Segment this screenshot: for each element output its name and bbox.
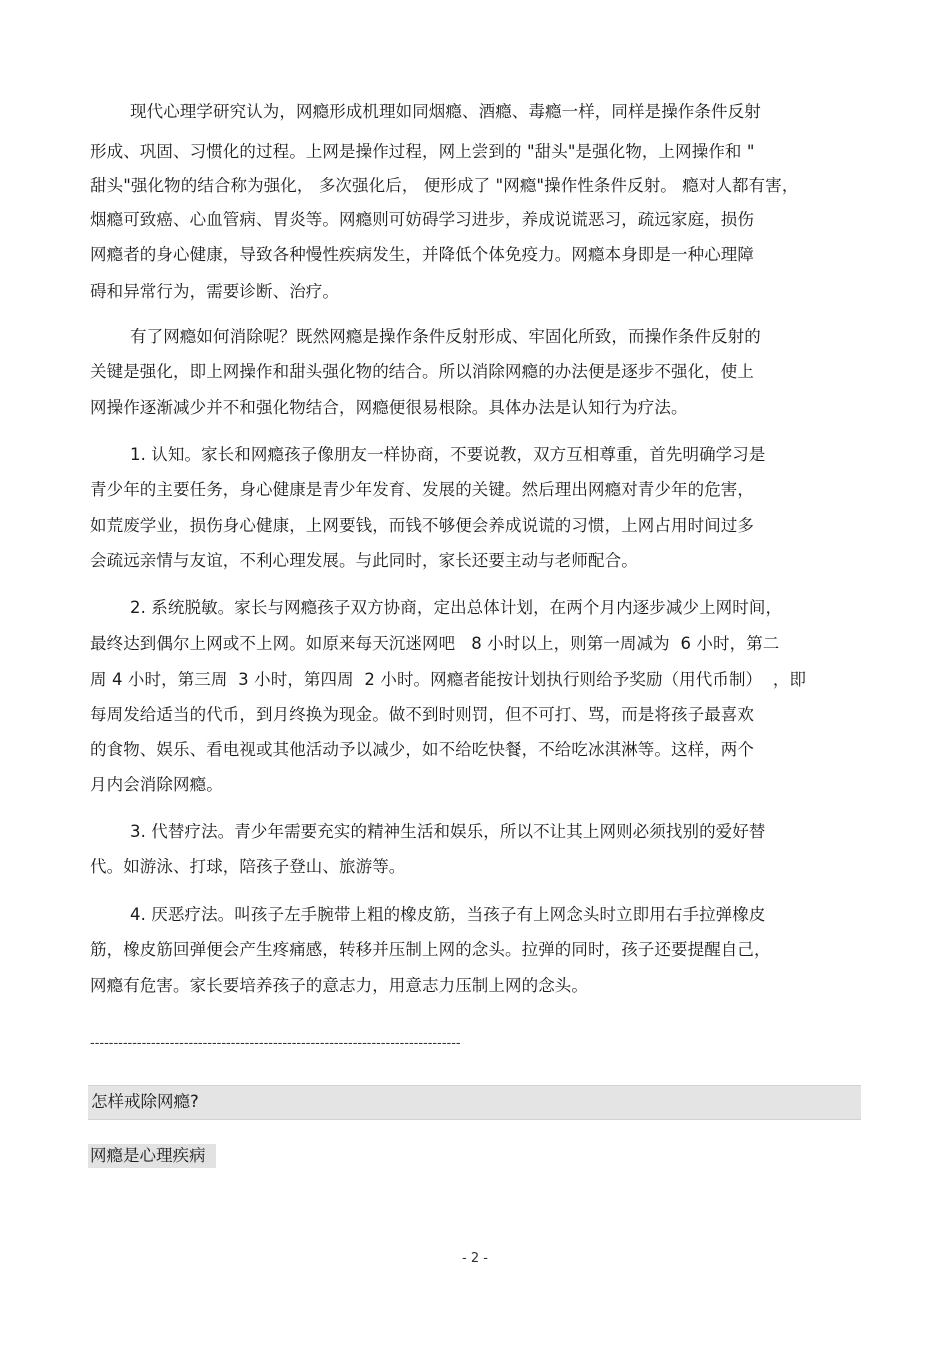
section-heading-bar xyxy=(88,1085,861,1120)
text-line: 如荒废学业，损伤身心健康，上网要钱，而钱不够便会养成说谎的习惯，上网占用时间过多 xyxy=(90,516,754,535)
text-line: 网瘾有危害。家长要培养孩子的意志力，用意志力压制上网的念头。 xyxy=(90,976,588,995)
text-line: 青少年的主要任务，身心健康是青少年发育、发展的关键。然后理出网瘾对青少年的危害， xyxy=(90,480,754,499)
text-line: 有了网瘾如何消除呢？既然网瘾是操作条件反射形成、牢固化所致，而操作条件反射的 xyxy=(130,327,761,346)
page-number: - 2 - xyxy=(462,1251,488,1266)
dashed-divider: ------------------------------------------------------------------------------- xyxy=(90,1036,461,1051)
text-line: 4. 厌恶疗法。叫孩子左手腕带上粗的橡皮筋，当孩子有上网念头时立即用右手拉弹橡皮 xyxy=(130,905,766,924)
text-line: 碍和异常行为，需要诊断、治疗。 xyxy=(90,282,339,301)
text-line: 1. 认知。家长和网瘾孩子像朋友一样协商，不要说教，双方互相尊重，首先明确学习是 xyxy=(130,445,766,464)
text-line: 代。如游泳、打球，陪孩子登山、旅游等。 xyxy=(90,857,406,876)
text-line: 网瘾者的身心健康，导致各种慢性疾病发生，并降低个体免疫力。网瘾本身即是一种心理障 xyxy=(90,245,754,264)
text-line: 会疏远亲情与友谊，不利心理发展。与此同时，家长还要主动与老师配合。 xyxy=(90,551,638,570)
text-line: 月内会消除网瘾。 xyxy=(90,775,223,794)
text-line: 周 4 小时，第三周 3 小时，第四周 2 小时。网瘾者能按计划执行则给予奖励（用代币制） ，即 xyxy=(90,670,807,689)
section-heading: 怎样戒除网瘾? xyxy=(91,1092,199,1111)
text-line: 最终达到偶尔上网或不上网。如原来每天沉迷网吧 8 小时以上，则第一周减为 6 小时，第二 xyxy=(90,634,780,653)
text-line: 的食物、娱乐、看电视或其他活动予以减少，如不给吃快餐，不给吃冰淇淋等。这样，两个 xyxy=(90,740,754,759)
text-line: 形成、巩固、习惯化的过程。上网是操作过程，网上尝到的 "甜头"是强化物，上网操作和 " xyxy=(90,142,755,161)
text-line: 现代心理学研究认为，网瘾形成机理如同烟瘾、酒瘾、毒瘾一样，同样是操作条件反射 xyxy=(130,102,761,121)
text-line: 每周发给适当的代币，到月终换为现金。做不到时则罚，但不可打、骂，而是将孩子最喜欢 xyxy=(90,705,754,724)
section-subheading: 网瘾是心理疾病 xyxy=(88,1144,216,1168)
text-line: 筋，橡皮筋回弹便会产生疼痛感，转移并压制上网的念头。拉弹的同时，孩子还要提醒自己， xyxy=(90,940,771,959)
text-line: 2. 系统脱敏。家长与网瘾孩子双方协商，定出总体计划，在两个月内逐步减少上网时间， xyxy=(130,598,783,617)
text-line: 烟瘾可致癌、心血管病、胃炎等。网瘾则可妨碍学习进步，养成说谎恶习，疏远家庭，损伤 xyxy=(90,210,754,229)
text-line: 甜头"强化物的结合称为强化， 多次强化后， 便形成了 "网瘾"操作性条件反射。 瘾对人都有害， xyxy=(90,176,799,195)
text-line: 关键是强化，即上网操作和甜头强化物的结合。所以消除网瘾的办法便是逐步不强化，使上 xyxy=(90,362,754,381)
text-line: 3. 代替疗法。青少年需要充实的精神生活和娱乐，所以不让其上网则必须找别的爱好替 xyxy=(130,822,766,841)
text-line: 网操作逐渐减少并不和强化物结合，网瘾便很易根除。具体办法是认知行为疗法。 xyxy=(90,398,688,417)
